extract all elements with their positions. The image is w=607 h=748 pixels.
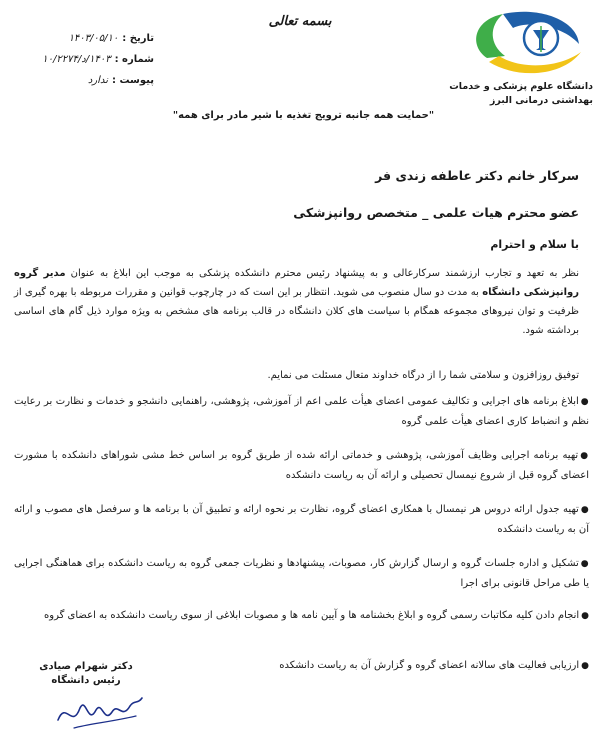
signature-scribble-icon [52,690,147,735]
paragraph-part2: به مدت دو سال منصوب می شوید. انتظار بر این است که در چارچوب قوانین و مقررات مربوطه با بهره گیری از ظرفیت و توان نیروهای مجموعه همگام با سیاست های کلان دانشگاه در قالب برنامه های مشخص به ویژه موارد ذیل گام های اساسی برداشته شود. [14,287,579,336]
bullet-icon: ● [581,611,589,621]
signatory-name: دکتر شهرام صیادی [39,661,133,672]
paragraph-bold: مدیر گروه روانپزشکی دانشگاه [14,268,580,298]
duty-text: ابلاغ برنامه های اجرایی و تکالیف عمومی اعضای هیأت علمی اعم از آموزشی، پژوهشی، راهنمایی دانشجو و خدمات و نظارت بر رعایت نظم و انضباط کاری اعضای هیأت علمی گروه [14,396,589,427]
duty-item [14,500,589,540]
basmala-heading: بسمه تعالی [268,14,332,29]
duty-item [14,554,589,594]
number-row [14,49,154,70]
bullet-icon: ● [580,559,589,569]
date-value: ۱۴۰۳/۰۵/۱۰ [68,33,119,44]
date-label: تاریخ : [122,33,154,44]
university-name [443,80,593,108]
duty-item [14,392,589,432]
letter-meta [14,28,154,91]
university-name-line2: بهداشتی درمانی البرز [489,95,593,106]
duty-text: ارزیابی فعالیت های سالانه اعضای گروه و گزارش آن به ریاست دانشکده [279,660,580,671]
attachment-label: پیوست : [111,75,154,86]
attachment-value: ندارد [87,75,108,86]
duty-text: تهیه جدول ارائه دروس هر نیمسال با همکاری اعضای گروه، نظارت بر نحوه ارائه و تطبیق آن با برنامه ها و سرفصل های مصوب و ارائه آن به ریاست دانشکده [14,504,589,535]
attachment-row [14,70,154,91]
duty-text: انجام دادن کلیه مکاتبات رسمی گروه و ابلاغ بخشنامه ها و آیین نامه ها و مصوبات ابلاغی از سوی ریاست دانشکده به اعضای گروه [44,610,580,621]
number-label: شماره : [114,54,154,65]
paragraph-part1: نظر به تعهد و تجارب ارزشمند سرکارعالی و به پیشنهاد رئیس محترم دانشکده پزشکی به موجب این ابلاغ به عنوان [70,268,579,279]
duty-text: تشکیل و اداره جلسات گروه و ارسال گزارش کار، مصوبات، پیشنهادها و نظریات جمعی گروه به ریاست دانشکده برای هماهنگی اجرایی یا طی مراحل قانونی برای اجرا [14,558,589,589]
bullet-icon: ● [580,397,589,407]
number-value: ۱۴۰۳/د/۱۰/۲۲۷۴ [42,54,111,65]
university-logo-icon [459,6,589,84]
signatory-title: رئیس دانشگاه [51,675,121,686]
addressee: سرکار خانم دکتر عاطفه زندی فر [375,168,579,183]
bullet-icon: ● [580,505,590,515]
addressee-position: عضو محترم هیات علمی _ متخصص روانپزشکی [293,205,579,220]
duty-text: تهیه برنامه اجرایی وظایف آموزشی، پژوهشی و خدماتی ارائه شده از طریق گروه بر اساس خط مشی شوراهای دانشکده با مشورت اعضای گروه قبل از شروع نیمسال تحصیلی و ارائه آن به ریاست دانشکده [14,450,589,481]
greeting: با سلام و احترام [490,238,579,251]
duty-item [14,606,589,626]
university-name-line1: دانشگاه علوم پزشکی و خدمات [449,81,593,92]
prayer-line: توفیق روزافزون و سلامتی شما را از درگاه خداوند متعال مسئلت می نمایم. [267,370,579,381]
duty-item [14,446,589,486]
slogan: "حمایت همه جانبه ترویج تغذیه با شیر مادر برای همه" [172,110,435,121]
appointment-paragraph [14,264,579,340]
date-row [14,28,154,49]
signature-block [36,660,136,688]
bullet-icon: ● [580,451,589,461]
bullet-icon: ● [581,661,589,671]
